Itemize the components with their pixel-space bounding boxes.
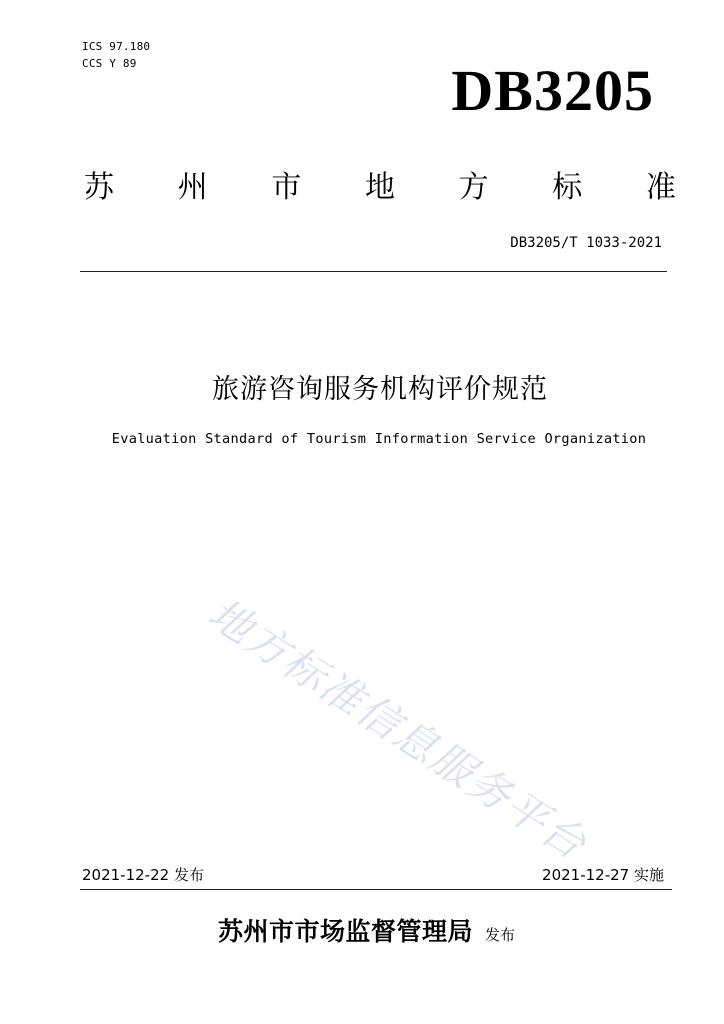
issuer-line: [218, 912, 515, 955]
standard-kind-char: 地: [364, 170, 395, 205]
standard-kind-char: 州: [177, 170, 208, 205]
ccs-code: CCS Y 89: [82, 57, 137, 70]
standard-kind-heading: [84, 168, 676, 208]
classification-codes: [82, 38, 150, 72]
document-title-chinese: 旅游咨询服务机构评价规范: [212, 374, 548, 405]
standard-kind-char: 方: [458, 170, 489, 205]
implementation-date: 2021-12-27 实施: [542, 866, 664, 884]
standard-code-logo: DB3205: [451, 58, 654, 123]
watermark: 地方标准信息服务平台: [200, 588, 596, 870]
standard-kind-char: 市: [271, 170, 302, 205]
ics-code: ICS 97.180: [82, 40, 151, 53]
standard-number: DB3205/T 1033-2021: [510, 235, 662, 251]
bottom-divider: [80, 889, 672, 890]
issue-date: 2021-12-22 发布: [82, 866, 204, 884]
top-divider: [80, 271, 667, 272]
document-title-english: Evaluation Standard of Tourism Information Service Organization: [111, 431, 647, 447]
standard-kind-char: 准: [645, 170, 676, 205]
issuing-authority: 苏州市市场监督管理局: [218, 917, 474, 946]
issue-action-label: 发布: [485, 926, 516, 944]
standard-kind-char: 苏: [84, 170, 114, 205]
standard-kind-char: 标: [552, 170, 583, 205]
